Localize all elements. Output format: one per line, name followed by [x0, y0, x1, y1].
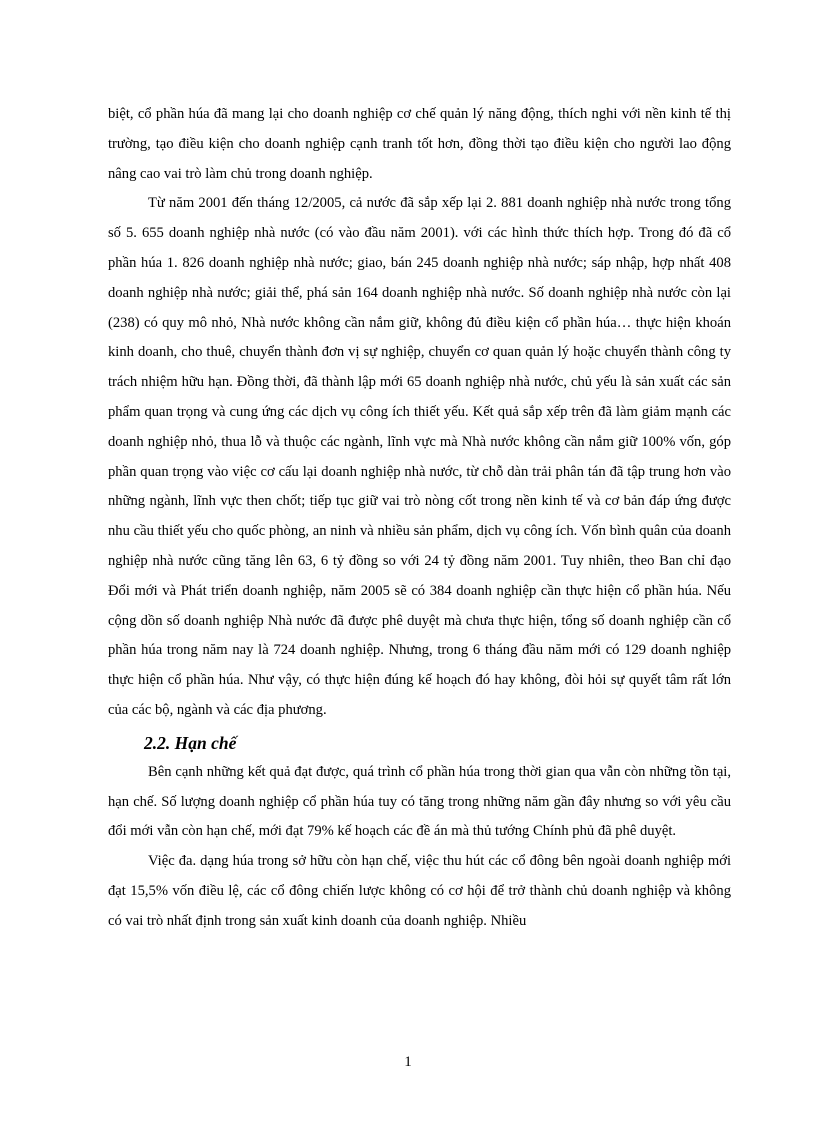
paragraph-limitations-overview: Bên cạnh những kết quả đạt được, quá trình cổ phần húa trong thời gian qua vẫn còn những tồn tại, hạn chế. Số lượng doanh nghiệp cổ phần húa tuy có tăng trong những năm gần đây nhưng so với yêu cầu đổi mới vẫn còn hạn chế, mới đạt 79% kế hoạch các đề án mà thủ tướng Chính phủ đã phê duyệt.: [108, 763, 731, 840]
page-number: 1: [404, 1054, 412, 1070]
page-content: [108, 100, 731, 937]
section-heading-limitations: 2.2. Hạn chế: [144, 732, 237, 753]
paragraph-continuation: biệt, cổ phần húa đã mang lại cho doanh nghiệp cơ chế quản lý năng động, thích nghi với nền kinh tế thị trường, tạo điều kiện cho doanh nghiệp cạnh tranh tốt hơn, đồng thời tạo điều kiện cho người lao động nâng cao vai trò làm chủ trong doanh nghiệp.: [108, 106, 731, 182]
paragraph-restructuring-results: Từ năm 2001 đến tháng 12/2005, cả nước đã sắp xếp lại 2. 881 doanh nghiệp nhà nước trong tổng số 5. 655 doanh nghiệp nhà nước (có vào đầu năm 2001). với các hình thức thích hợp. Trong đó đã cổ phần húa 1. 826 doanh nghiệp nhà nước; giao, bán 245 doanh nghiệp nhà nước; sáp nhập, hợp nhất 408 doanh nghiệp nhà nước; giải thể, phá sản 164 doanh nghiệp nhà nước. Số doanh nghiệp nhà nước còn lại (238) có quy mô nhỏ, Nhà nước không cần nắm giữ, không đủ điều kiện cổ phần húa… thực hiện khoán kinh doanh, cho thuê, chuyển thành đơn vị sự nghiệp, chuyển cơ quan quản lý hoặc chuyển thành công ty trách nhiệm hữu hạn. Đồng thời, đã thành lập mới 65 doanh nghiệp nhà nước, chủ yếu là sản xuất các sản phẩm quan trọng và cung ứng các dịch vụ công ích thiết yếu. Kết quả sắp xếp trên đã làm giảm mạnh các doanh nghiệp nhỏ, thua lỗ và thuộc các ngành, lĩnh vực mà Nhà nước không cần nắm giữ 100% vốn, góp phần quan trọng vào việc cơ cấu lại doanh nghiệp nhà nước, từ chỗ dàn trải phân tán đã tập trung hơn vào những ngành, lĩnh vực then chốt; tiếp tục giữ vai trò nòng cốt trong nền kinh tế và cơ bản đáp ứng được nhu cầu thiết yếu cho quốc phòng, an ninh và nhiều sản phẩm, dịch vụ công ích. Vốn bình quân của doanh nghiệp nhà nước cũng tăng lên 63, 6 tỷ đồng so với 24 tỷ đồng năm 2001. Tuy nhiên, theo Ban chỉ đạo Đổi mới và Phát triển doanh nghiệp, năm 2005 sẽ có 384 doanh nghiệp cần thực hiện cổ phần húa. Nếu cộng dồn số doanh nghiệp Nhà nước đã được phê duyệt mà chưa thực hiện, tổng số doanh nghiệp cần cổ phần húa trong năm nay là 724 doanh nghiệp. Nhưng, trong 6 tháng đầu năm mới có 129 doanh nghiệp thực hiện cổ phần húa. Như vậy, có thực hiện đúng kế hoạch đó hay không, đòi hỏi sự quyết tâm rất lớn của các bộ, ngành và các địa phương.: [108, 195, 731, 718]
paragraph-ownership-diversification: Việc đa. dạng húa trong sở hữu còn hạn chế, việc thu hút các cổ đông bên ngoài doanh nghiệp mới đạt 15,5% vốn điều lệ, các cổ đông chiến lược không có cơ hội để trở thành chủ doanh nghiệp và không có vai trò nhất định trong sản xuất kinh doanh của doanh nghiệp. Nhiều: [108, 853, 731, 929]
